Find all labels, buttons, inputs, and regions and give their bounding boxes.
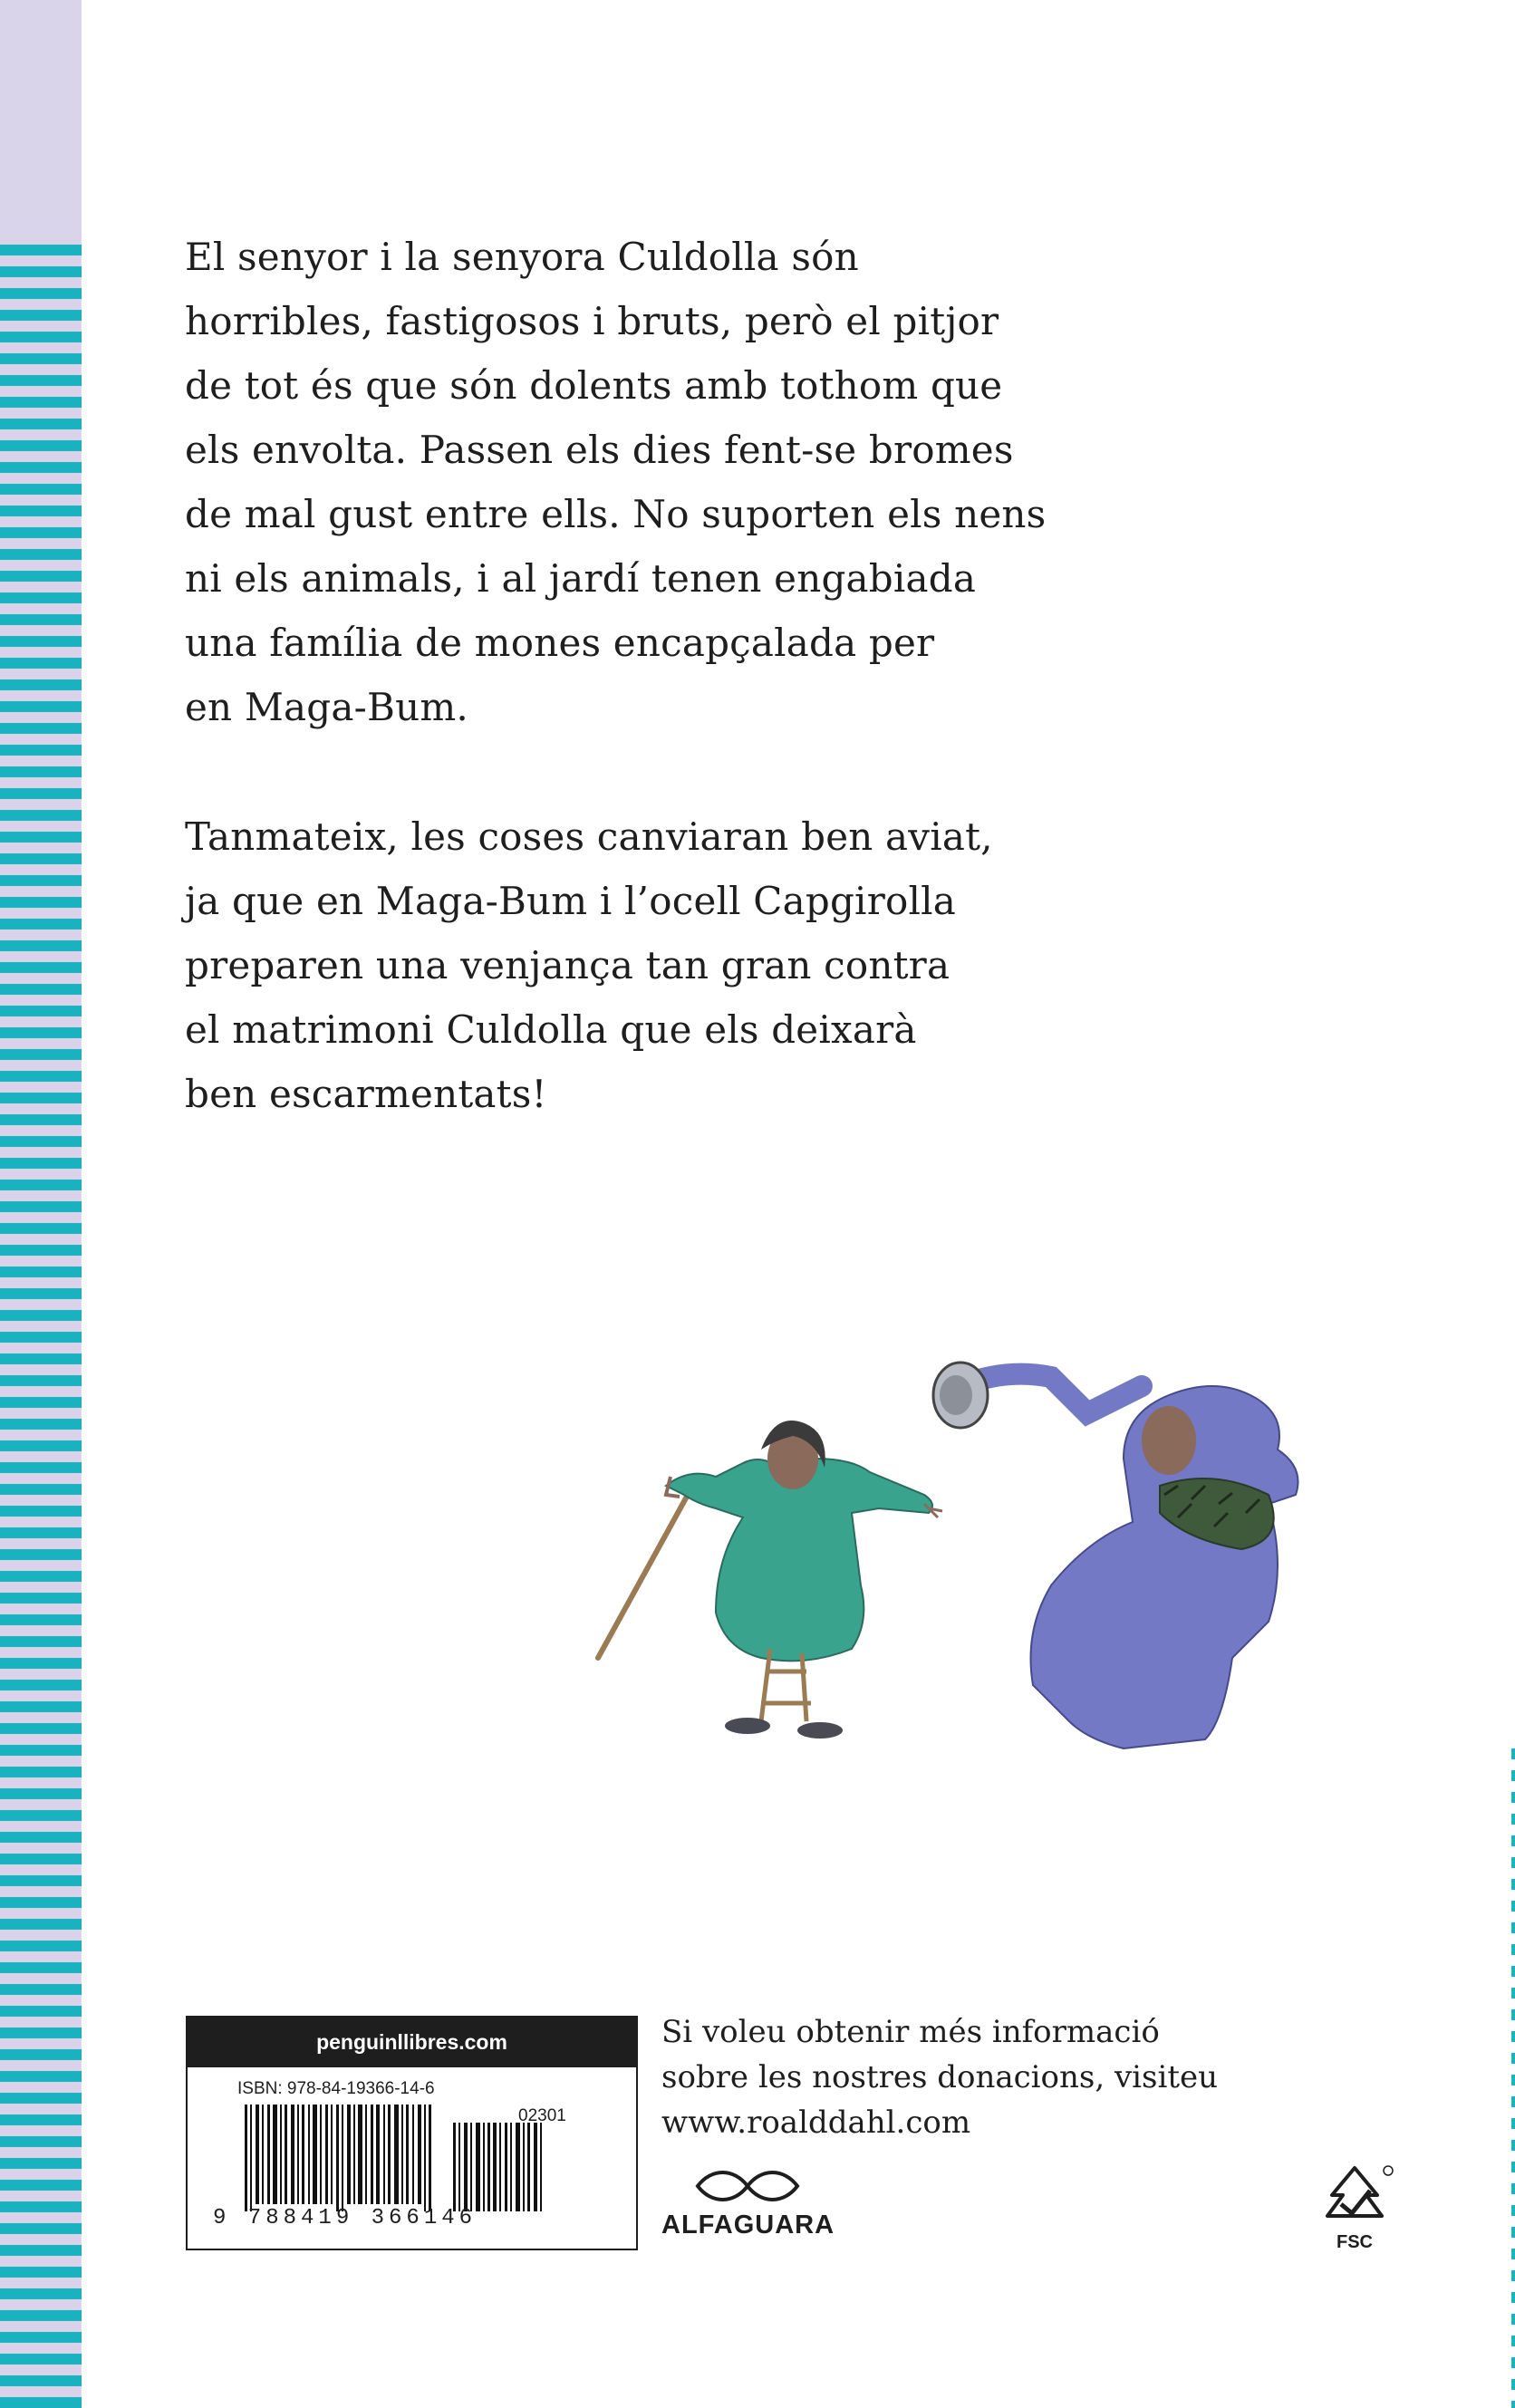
blurb-line: una família de mones encapçalada per	[185, 621, 935, 665]
right-edge-stripes	[1511, 1748, 1515, 2408]
blurb-line: ja que en Maga-Bum i l’ocell Capgirolla	[185, 879, 956, 923]
donations-url[interactable]: www.roalddahl.com	[661, 2105, 971, 2141]
blurb-line: El senyor i la senyora Culdolla són	[185, 235, 859, 279]
blurb-paragraph-1	[185, 225, 1127, 739]
blurb-paragraph-2	[185, 804, 1127, 1126]
publisher-name: ALFAGUARA	[661, 2211, 835, 2239]
infinity-icon	[661, 2163, 861, 2209]
barcode-digits: 9 788419 366146	[213, 2206, 478, 2230]
website-label: penguinllibres.com	[188, 2018, 636, 2067]
blurb-line: el matrimoni Culdolla que els deixarà	[185, 1007, 917, 1052]
blurb-line: horribles, fastigosos i bruts, però el pitjor	[185, 299, 999, 343]
man-figure	[933, 1363, 1298, 1748]
blurb-line: de tot és que són dolents amb tothom que	[185, 363, 1003, 408]
donations-info	[661, 2009, 1296, 2145]
blurb-line: ni els animals, i al jardí tenen engabiada	[185, 556, 977, 601]
spine-stripes	[0, 245, 82, 2408]
blurb-line: els envolta. Passen els dies fent-se bromes	[185, 428, 1014, 472]
illustration	[580, 1359, 1341, 1776]
fsc-logo	[1314, 2163, 1395, 2263]
barcode-box	[186, 2016, 638, 2250]
blurb-line: preparen una venjança tan gran contra	[185, 943, 950, 987]
addon-code: 02301	[518, 2106, 566, 2125]
blurb-line: ben escarmentats!	[185, 1072, 547, 1116]
blurb-line: Tanmateix, les coses canviaran ben aviat,	[185, 814, 993, 859]
donations-line: Si voleu obtenir més informació	[661, 2014, 1160, 2050]
woman-figure	[598, 1421, 942, 1739]
tree-check-icon	[1314, 2163, 1395, 2231]
blurb-line: de mal gust entre ells. No suporten els nens	[185, 492, 1047, 536]
fsc-label: FSC	[1336, 2232, 1373, 2252]
isbn-text: ISBN: 978-84-19366-14-6	[237, 2079, 435, 2098]
blurb-line: en Maga-Bum.	[185, 685, 468, 729]
publisher-logo	[661, 2163, 861, 2254]
donations-line: sobre les nostres donacions, visiteu	[661, 2059, 1219, 2095]
